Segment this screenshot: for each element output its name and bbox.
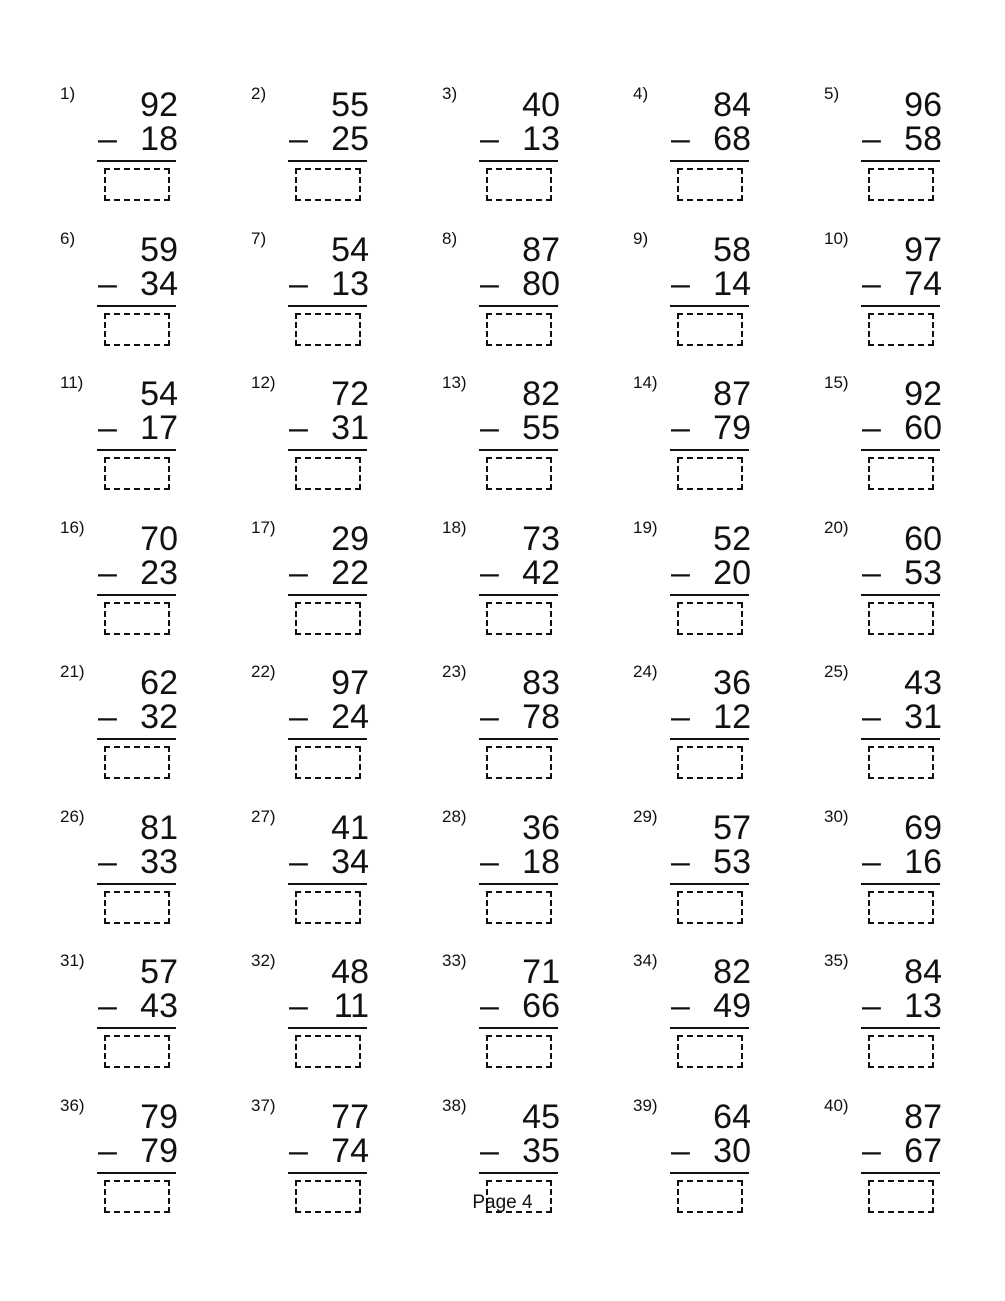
- subtrahend: 30: [713, 1131, 751, 1170]
- answer-box[interactable]: [104, 457, 170, 490]
- answer-rule: [288, 594, 367, 596]
- problem-16: [60, 518, 190, 648]
- minuend: 82: [522, 375, 560, 413]
- minuend: 69: [904, 808, 942, 847]
- minuend: 87: [904, 1097, 942, 1136]
- problem-13: [442, 373, 572, 503]
- problem-number: 32): [251, 951, 276, 970]
- minus-sign: –: [671, 987, 690, 1025]
- answer-rule: [670, 449, 749, 451]
- problem-31: [60, 951, 190, 1081]
- problem-4: [633, 84, 763, 214]
- subtrahend: 78: [522, 698, 560, 736]
- minus-sign: –: [862, 842, 881, 881]
- minuend: 58: [713, 230, 751, 269]
- problem-number: 14): [633, 373, 658, 392]
- minus-sign: –: [862, 409, 881, 447]
- minuend: 54: [140, 375, 178, 413]
- problem-number: 29): [633, 806, 658, 826]
- minuend: 54: [331, 230, 369, 269]
- minuend: 52: [713, 519, 751, 558]
- problem-5: [824, 84, 954, 214]
- problem-20: [824, 518, 954, 648]
- problem-number: 38): [442, 1095, 467, 1115]
- answer-rule: [97, 160, 176, 162]
- problem-2: [251, 84, 381, 214]
- subtrahend: 66: [522, 987, 560, 1025]
- problem-number: 2): [251, 84, 267, 103]
- answer-rule: [288, 305, 367, 307]
- problem-number: 19): [633, 517, 658, 537]
- minuend: 84: [713, 86, 751, 124]
- problem-number: 5): [824, 84, 840, 103]
- minus-sign: –: [289, 120, 308, 158]
- minus-sign: –: [671, 698, 690, 736]
- minus-sign: –: [289, 264, 308, 303]
- minuend: 96: [904, 86, 942, 124]
- answer-rule: [861, 594, 940, 596]
- minus-sign: –: [862, 1131, 881, 1170]
- subtrahend: 31: [904, 698, 942, 736]
- answer-rule: [479, 160, 558, 162]
- answer-box[interactable]: [486, 602, 552, 635]
- answer-rule: [288, 883, 367, 885]
- subtrahend: 34: [331, 842, 369, 881]
- subtrahend: 74: [904, 264, 942, 303]
- problem-12: [251, 373, 381, 503]
- minuend: 82: [713, 953, 751, 991]
- problem-number: 35): [824, 951, 849, 970]
- problem-32: [251, 951, 381, 1081]
- problem-number: 24): [633, 662, 658, 681]
- subtrahend: 24: [331, 698, 369, 736]
- problem-number: 9): [633, 228, 649, 248]
- minus-sign: –: [862, 120, 881, 158]
- problem-17: [251, 518, 381, 648]
- minus-sign: –: [480, 987, 499, 1025]
- answer-rule: [97, 594, 176, 596]
- answer-box[interactable]: [868, 1035, 934, 1068]
- minuend: 87: [522, 230, 560, 269]
- subtrahend: 53: [904, 553, 942, 592]
- minuend: 92: [140, 86, 178, 124]
- minuend: 64: [713, 1097, 751, 1136]
- minuend: 55: [331, 86, 369, 124]
- problem-number: 17): [251, 517, 276, 537]
- subtrahend: 13: [331, 264, 369, 303]
- subtrahend: 17: [140, 409, 178, 447]
- minus-sign: –: [671, 842, 690, 881]
- minus-sign: –: [862, 264, 881, 303]
- problem-24: [633, 662, 763, 792]
- minuend: 45: [522, 1097, 560, 1136]
- answer-rule: [97, 449, 176, 451]
- minus-sign: –: [98, 553, 117, 592]
- subtrahend: 11: [333, 987, 369, 1025]
- answer-box[interactable]: [295, 1035, 361, 1068]
- minus-sign: –: [480, 698, 499, 736]
- minuend: 97: [904, 230, 942, 269]
- minuend: 29: [331, 519, 369, 558]
- answer-box[interactable]: [868, 746, 934, 779]
- subtrahend: 35: [522, 1131, 560, 1170]
- answer-box[interactable]: [677, 602, 743, 635]
- subtrahend: 13: [522, 120, 560, 158]
- problem-34: [633, 951, 763, 1081]
- answer-rule: [479, 738, 558, 740]
- subtrahend: 33: [140, 842, 178, 881]
- problem-1: [60, 84, 190, 214]
- problem-number: 26): [60, 806, 85, 826]
- answer-box[interactable]: [295, 168, 361, 201]
- minus-sign: –: [480, 120, 499, 158]
- problem-number: 25): [824, 662, 849, 681]
- answer-box[interactable]: [868, 313, 934, 346]
- problem-number: 10): [824, 228, 849, 248]
- problem-number: 11): [60, 373, 84, 392]
- answer-rule: [670, 594, 749, 596]
- problem-14: [633, 373, 763, 503]
- minuend: 73: [522, 519, 560, 558]
- problem-30: [824, 807, 954, 937]
- minuend: 57: [713, 808, 751, 847]
- subtrahend: 58: [904, 120, 942, 158]
- minus-sign: –: [480, 842, 499, 881]
- minus-sign: –: [862, 698, 881, 736]
- answer-box[interactable]: [677, 746, 743, 779]
- subtrahend: 23: [140, 553, 178, 592]
- minuend: 60: [904, 519, 942, 558]
- minus-sign: –: [289, 987, 308, 1025]
- minuend: 43: [904, 664, 942, 702]
- problem-number: 18): [442, 517, 467, 537]
- subtrahend: 74: [331, 1131, 369, 1170]
- answer-rule: [861, 449, 940, 451]
- answer-rule: [97, 738, 176, 740]
- answer-rule: [479, 594, 558, 596]
- problem-19: [633, 518, 763, 648]
- problem-number: 23): [442, 662, 467, 681]
- minuend: 83: [522, 664, 560, 702]
- problem-number: 28): [442, 806, 467, 826]
- problem-18: [442, 518, 572, 648]
- subtrahend: 79: [713, 409, 751, 447]
- problem-15: [824, 373, 954, 503]
- minuend: 92: [904, 375, 942, 413]
- answer-rule: [97, 883, 176, 885]
- answer-box[interactable]: [677, 891, 743, 924]
- subtrahend: 42: [522, 553, 560, 592]
- subtrahend: 20: [713, 553, 751, 592]
- minuend: 57: [140, 953, 178, 991]
- problem-11: [60, 373, 190, 503]
- answer-box[interactable]: [486, 1035, 552, 1068]
- minus-sign: –: [98, 120, 117, 158]
- problem-3: [442, 84, 572, 214]
- answer-box[interactable]: [104, 1035, 170, 1068]
- minus-sign: –: [289, 842, 308, 881]
- minuend: 72: [331, 375, 369, 413]
- subtrahend: 22: [331, 553, 369, 592]
- problem-29: [633, 807, 763, 937]
- minus-sign: –: [480, 409, 499, 447]
- problem-27: [251, 807, 381, 937]
- answer-box[interactable]: [868, 602, 934, 635]
- minus-sign: –: [480, 1131, 499, 1170]
- subtrahend: 31: [331, 409, 369, 447]
- minuend: 71: [522, 953, 560, 991]
- problem-number: 39): [633, 1095, 658, 1115]
- problem-number: 36): [60, 1095, 85, 1115]
- subtrahend: 79: [140, 1131, 178, 1170]
- minus-sign: –: [671, 553, 690, 592]
- subtrahend: 32: [140, 698, 178, 736]
- minuend: 81: [140, 808, 178, 847]
- subtrahend: 68: [713, 120, 751, 158]
- answer-rule: [670, 1172, 749, 1174]
- minus-sign: –: [98, 987, 117, 1025]
- answer-rule: [479, 883, 558, 885]
- minus-sign: –: [98, 842, 117, 881]
- problem-number: 30): [824, 806, 849, 826]
- answer-rule: [670, 305, 749, 307]
- answer-box[interactable]: [295, 602, 361, 635]
- minus-sign: –: [98, 698, 117, 736]
- subtrahend: 12: [713, 698, 751, 736]
- problem-number: 7): [251, 228, 267, 248]
- problem-8: [442, 229, 572, 359]
- minus-sign: –: [671, 264, 690, 303]
- problem-number: 12): [251, 373, 276, 392]
- answer-rule: [861, 305, 940, 307]
- answer-box[interactable]: [677, 457, 743, 490]
- answer-rule: [288, 1172, 367, 1174]
- subtrahend: 25: [331, 120, 369, 158]
- minuend: 70: [140, 519, 178, 558]
- minuend: 84: [904, 953, 942, 991]
- answer-rule: [288, 738, 367, 740]
- subtrahend: 60: [904, 409, 942, 447]
- answer-rule: [479, 449, 558, 451]
- subtrahend: 13: [904, 987, 942, 1025]
- problem-7: [251, 229, 381, 359]
- answer-box[interactable]: [486, 746, 552, 779]
- minus-sign: –: [98, 1131, 117, 1170]
- problem-10: [824, 229, 954, 359]
- answer-box[interactable]: [486, 168, 552, 201]
- minuend: 41: [331, 808, 369, 847]
- answer-rule: [97, 305, 176, 307]
- problem-number: 16): [60, 517, 85, 537]
- minus-sign: –: [671, 1131, 690, 1170]
- problem-number: 40): [824, 1095, 849, 1115]
- problem-33: [442, 951, 572, 1081]
- problem-number: 13): [442, 373, 467, 392]
- answer-box[interactable]: [868, 457, 934, 490]
- answer-rule: [861, 738, 940, 740]
- problem-number: 33): [442, 951, 467, 970]
- minus-sign: –: [98, 409, 117, 447]
- problem-21: [60, 662, 190, 792]
- answer-rule: [479, 1027, 558, 1029]
- subtrahend: 53: [713, 842, 751, 881]
- answer-rule: [479, 1172, 558, 1174]
- page-number: Page 4: [472, 1192, 533, 1213]
- answer-box[interactable]: [295, 891, 361, 924]
- problem-number: 4): [633, 84, 649, 103]
- subtrahend: 14: [713, 264, 751, 303]
- problem-number: 31): [60, 951, 85, 970]
- problem-number: 3): [442, 84, 458, 103]
- subtrahend: 67: [904, 1131, 942, 1170]
- problem-number: 15): [824, 373, 849, 392]
- answer-box[interactable]: [104, 602, 170, 635]
- minus-sign: –: [289, 553, 308, 592]
- problem-number: 1): [60, 84, 76, 103]
- answer-box[interactable]: [486, 313, 552, 346]
- answer-box[interactable]: [104, 746, 170, 779]
- answer-box[interactable]: [295, 313, 361, 346]
- answer-rule: [97, 1172, 176, 1174]
- answer-box[interactable]: [295, 746, 361, 779]
- subtrahend: 34: [140, 264, 178, 303]
- problem-25: [824, 662, 954, 792]
- problem-26: [60, 807, 190, 937]
- problem-35: [824, 951, 954, 1081]
- minus-sign: –: [289, 698, 308, 736]
- answer-box[interactable]: [677, 1035, 743, 1068]
- answer-rule: [861, 1172, 940, 1174]
- minus-sign: –: [289, 409, 308, 447]
- minuend: 97: [331, 664, 369, 702]
- minuend: 87: [713, 375, 751, 413]
- problem-number: 37): [251, 1095, 276, 1115]
- subtrahend: 80: [522, 264, 560, 303]
- minuend: 48: [331, 953, 369, 991]
- problem-number: 21): [60, 662, 85, 681]
- answer-rule: [670, 883, 749, 885]
- answer-box[interactable]: [486, 457, 552, 490]
- problem-6: [60, 229, 190, 359]
- answer-rule: [670, 160, 749, 162]
- minus-sign: –: [289, 1131, 308, 1170]
- answer-rule: [861, 883, 940, 885]
- problem-number: 22): [251, 662, 276, 681]
- minuend: 36: [713, 664, 751, 702]
- minuend: 77: [331, 1097, 369, 1136]
- answer-box[interactable]: [104, 891, 170, 924]
- answer-rule: [670, 738, 749, 740]
- subtrahend: 18: [140, 120, 178, 158]
- minus-sign: –: [671, 120, 690, 158]
- answer-box[interactable]: [677, 313, 743, 346]
- answer-rule: [861, 1027, 940, 1029]
- problem-number: 27): [251, 806, 276, 826]
- answer-box[interactable]: [104, 168, 170, 201]
- problem-9: [633, 229, 763, 359]
- problem-28: [442, 807, 572, 937]
- answer-box[interactable]: [677, 168, 743, 201]
- subtrahend: 49: [713, 987, 751, 1025]
- answer-rule: [97, 1027, 176, 1029]
- minuend: 59: [140, 230, 178, 269]
- answer-box[interactable]: [868, 891, 934, 924]
- answer-rule: [288, 449, 367, 451]
- minus-sign: –: [862, 553, 881, 592]
- minus-sign: –: [98, 264, 117, 303]
- problem-23: [442, 662, 572, 792]
- minus-sign: –: [862, 987, 881, 1025]
- problem-number: 6): [60, 228, 76, 248]
- answer-rule: [861, 160, 940, 162]
- answer-box[interactable]: [104, 313, 170, 346]
- answer-box[interactable]: [486, 891, 552, 924]
- minuend: 62: [140, 664, 178, 702]
- subtrahend: 18: [522, 842, 560, 881]
- answer-rule: [479, 305, 558, 307]
- minuend: 36: [522, 808, 560, 847]
- minus-sign: –: [480, 553, 499, 592]
- answer-box[interactable]: [295, 457, 361, 490]
- minuend: 40: [522, 86, 560, 124]
- subtrahend: 16: [904, 842, 942, 881]
- answer-rule: [288, 160, 367, 162]
- minus-sign: –: [671, 409, 690, 447]
- problem-22: [251, 662, 381, 792]
- minuend: 79: [140, 1097, 178, 1136]
- problem-number: 8): [442, 228, 458, 248]
- answer-box[interactable]: [868, 168, 934, 201]
- minus-sign: –: [480, 264, 499, 303]
- answer-rule: [288, 1027, 367, 1029]
- subtrahend: 55: [522, 409, 560, 447]
- answer-rule: [670, 1027, 749, 1029]
- problem-number: 20): [824, 517, 849, 537]
- problem-number: 34): [633, 951, 658, 970]
- subtrahend: 43: [140, 987, 178, 1025]
